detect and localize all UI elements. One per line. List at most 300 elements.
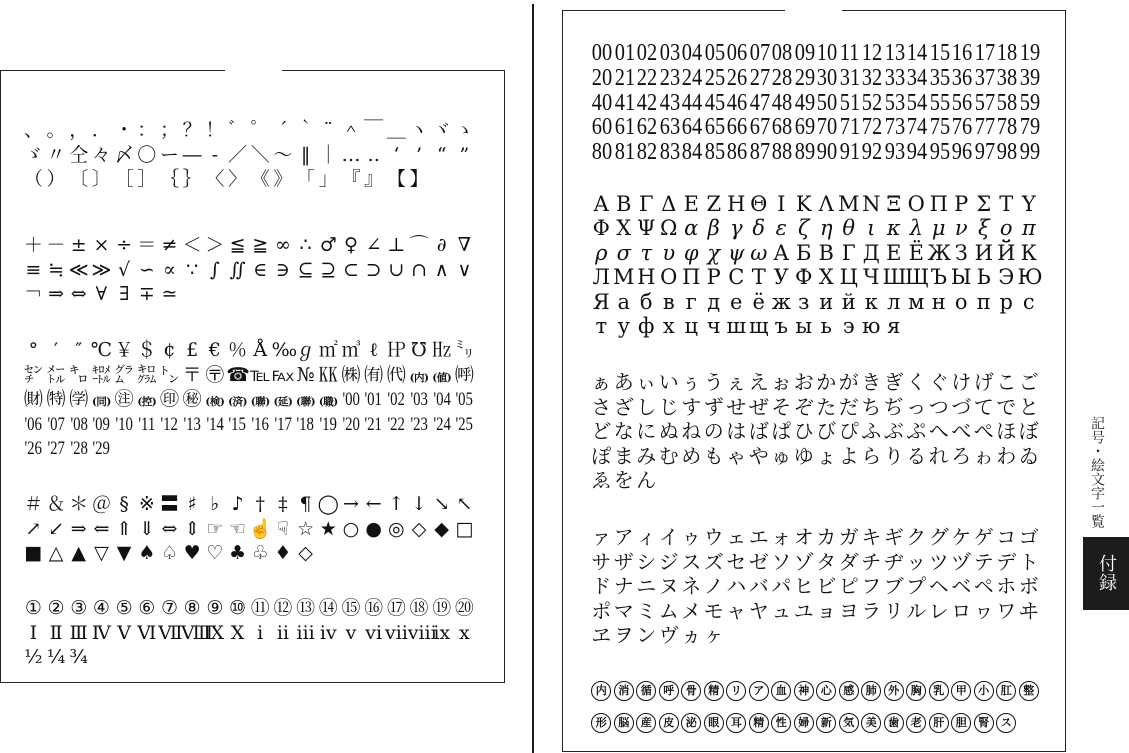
glyph: в <box>662 289 675 314</box>
glyph: ル <box>906 598 927 623</box>
glyph: □ <box>455 517 474 540</box>
glyph: Τ <box>999 192 1014 216</box>
glyph: ∀ <box>95 283 108 305</box>
circled-glyph: 心 <box>815 674 838 706</box>
glyph: ヲ <box>613 623 634 647</box>
glyph: ゝ <box>454 119 474 141</box>
glyph: Б <box>796 240 812 265</box>
glyph: (控) <box>137 396 157 408</box>
number-glyph: 84 <box>681 139 703 165</box>
glyph: ♯ <box>187 493 197 515</box>
glyph: ⅶ <box>385 621 408 644</box>
glyph: ⑰ <box>386 597 406 619</box>
glyph: ↙ <box>48 517 64 540</box>
number-glyph: 49 <box>794 89 815 116</box>
glyph: し <box>636 394 657 419</box>
glyph: '00 <box>342 389 360 410</box>
glyph: ♣ <box>229 542 247 564</box>
glyph: ⑥ <box>138 597 156 619</box>
glyph: ¢ <box>163 339 176 361</box>
glyph: ヮ <box>973 598 994 623</box>
glyph: ヒ <box>793 574 814 598</box>
glyph: п <box>976 289 991 314</box>
number-glyph: 01 <box>614 40 635 66</box>
circled-glyph: 歯 <box>883 706 906 738</box>
glyph: Ю <box>1017 265 1043 290</box>
number-glyph: 11 <box>839 40 859 66</box>
glyph: '22 <box>387 413 406 435</box>
glyph: δ <box>752 216 766 241</box>
glyph: ゴ <box>1018 525 1039 549</box>
glyph: ・ <box>114 119 134 141</box>
glyph: が <box>838 370 859 394</box>
glyph: Ь <box>976 265 991 290</box>
left-panel-border-gap <box>225 68 282 72</box>
glyph: ≠ <box>161 234 178 256</box>
symbol-row <box>22 338 476 363</box>
glyph: (職) <box>318 396 338 408</box>
number-glyph: 87 <box>749 139 770 165</box>
glyph: й <box>841 289 856 314</box>
glyph: ♠ <box>138 542 156 564</box>
number-glyph: 28 <box>771 64 793 91</box>
glyph: ⑪ <box>250 597 270 619</box>
number-glyph: 31 <box>839 64 860 91</box>
glyph: Η <box>727 192 746 216</box>
number-glyph: 34 <box>906 64 928 91</box>
number-glyph: 17 <box>974 40 995 66</box>
number-glyph: 37 <box>974 64 995 91</box>
glyph: '19 <box>319 413 338 435</box>
glyph: ’ <box>416 143 423 166</box>
glyph: ㎡ <box>318 339 338 361</box>
glyph: め <box>681 443 702 468</box>
glyph: ね <box>681 419 702 443</box>
number-row <box>590 66 1040 91</box>
glyph: ぷ <box>906 419 927 443</box>
letter-row <box>590 216 1040 240</box>
symbol-row <box>22 436 476 461</box>
glyph: Μ <box>837 192 860 216</box>
glyph: '13 <box>183 413 201 435</box>
glyph: ド <box>591 574 612 598</box>
number-glyph: 92 <box>861 139 883 165</box>
glyph: ジ <box>658 549 679 574</box>
number-glyph: 60 <box>591 114 613 141</box>
glyph: ∩ <box>411 258 427 281</box>
glyph: Ⅸ <box>205 621 225 644</box>
glyph: ゞ <box>23 143 43 166</box>
glyph: Ω <box>660 216 678 241</box>
glyph: ㈲ <box>364 363 384 386</box>
glyph: Щ <box>905 265 929 290</box>
glyph: л <box>887 289 901 314</box>
glyph: ； <box>159 119 179 141</box>
glyph: ‘ <box>393 143 400 166</box>
glyph: ♥ <box>183 542 201 564</box>
glyph: ぎ <box>883 370 904 394</box>
glyph: サ <box>591 549 612 574</box>
glyph: ㌢ <box>23 363 43 386</box>
number-glyph: 66 <box>726 114 748 141</box>
number-glyph: 46 <box>726 89 748 116</box>
glyph: ㈺ <box>454 363 474 386</box>
glyph: σ <box>616 240 631 265</box>
symbol-row <box>22 233 476 258</box>
glyph: ⇑ <box>116 517 133 540</box>
glyph: ① <box>24 597 42 619</box>
number-row <box>590 91 1040 116</box>
glyph: ′ <box>53 339 59 361</box>
glyph: '28 <box>69 438 88 459</box>
glyph: ウ <box>703 525 724 549</box>
glyph: (済) <box>228 396 247 408</box>
number-glyph: 70 <box>816 114 838 141</box>
glyph: ◆ <box>434 517 450 540</box>
glyph: Ы <box>950 265 972 290</box>
glyph: ュ <box>771 598 792 623</box>
glyph: バ <box>748 574 769 598</box>
glyph: '25 <box>455 413 474 435</box>
number-glyph: 07 <box>749 40 770 66</box>
glyph: ㏋ <box>386 339 406 361</box>
glyph: ξ <box>977 216 990 241</box>
glyph: ⅹ <box>459 621 470 644</box>
glyph: б <box>639 289 653 314</box>
number-glyph: 54 <box>906 89 928 116</box>
glyph: Т <box>751 265 766 290</box>
number-row <box>590 115 1040 140</box>
number-glyph: 86 <box>726 139 748 165</box>
right-panel-border-gap <box>785 8 842 12</box>
circled-glyph: リ <box>725 674 748 706</box>
glyph: ☟ <box>277 517 289 540</box>
glyph: Å <box>253 339 268 361</box>
glyph: … <box>341 143 361 166</box>
misc-symbols-group <box>22 492 476 566</box>
number-glyph: 94 <box>906 139 928 165</box>
number-glyph: 05 <box>704 40 725 66</box>
glyph: ／ <box>228 143 248 166</box>
glyph: ゎ <box>973 443 994 468</box>
number-glyph: 91 <box>839 139 860 165</box>
circled-glyph: 耳 <box>725 706 748 738</box>
glyph: Α <box>593 192 609 216</box>
glyph: ☝ <box>248 517 273 540</box>
glyph: ※ <box>138 493 155 515</box>
symbol-row <box>22 118 476 143</box>
glyph: た <box>816 394 837 419</box>
glyph: τ <box>640 240 653 265</box>
glyph: ん <box>636 468 657 492</box>
glyph: ニ <box>636 574 657 598</box>
glyph: む <box>658 443 679 468</box>
glyph: Л <box>592 265 611 290</box>
glyph: α <box>684 216 699 241</box>
symbol-row <box>22 412 476 437</box>
glyph: ⑱ <box>409 597 429 619</box>
glyph: 《 <box>250 168 270 190</box>
glyph: ℧ <box>411 339 427 361</box>
glyph: ｀ <box>296 119 316 141</box>
glyph: ⑤ <box>115 597 133 619</box>
number-glyph: 72 <box>861 114 883 141</box>
glyph: ☆ <box>297 517 315 540</box>
glyph: ¼ <box>46 646 66 668</box>
glyph: '07 <box>47 413 65 435</box>
glyph: ⑦ <box>160 597 178 619</box>
number-glyph: 78 <box>996 114 1018 141</box>
glyph: ほ <box>996 419 1017 443</box>
number-glyph: 39 <box>1019 64 1040 91</box>
glyph: Ⅱ <box>49 621 63 644</box>
glyph: ゥ <box>681 525 702 549</box>
glyph: △ <box>48 542 64 564</box>
glyph: ℓ <box>369 339 379 361</box>
appendix-tab-label: 付録 <box>1096 554 1117 592</box>
glyph: ч <box>706 313 721 338</box>
glyph: を <box>613 468 634 492</box>
glyph: “ <box>436 143 447 166</box>
circled-glyph: 甲 <box>950 674 973 706</box>
glyph: ビ <box>816 574 837 598</box>
glyph: ど <box>591 419 612 443</box>
glyph: ο <box>999 216 1013 241</box>
glyph: м <box>908 289 925 314</box>
glyph: ゲ <box>973 525 994 549</box>
glyph: λ <box>909 216 923 241</box>
glyph: ⇕ <box>184 517 201 540</box>
glyph: ァ <box>591 525 612 549</box>
glyph: ェ <box>726 525 747 549</box>
glyph: ⌒ <box>409 234 429 256</box>
circled-row <box>590 706 1040 738</box>
glyph: ¶ <box>299 493 312 515</box>
glyph: Π <box>929 192 948 216</box>
glyph: х <box>662 313 675 338</box>
glyph: ￢ <box>23 283 43 305</box>
glyph: (内) <box>409 371 429 384</box>
glyph: か <box>816 370 837 394</box>
number-glyph: 23 <box>659 64 680 91</box>
glyph: ぼ <box>1018 419 1039 443</box>
circled-glyph: 消 <box>613 674 636 706</box>
number-glyph: 75 <box>929 114 950 141</box>
glyph: ∇ <box>457 234 472 256</box>
glyph: ∨ <box>457 258 472 281</box>
glyph: く <box>906 370 927 394</box>
glyph: ＿ <box>386 119 406 141</box>
glyph: (聯) <box>296 396 316 408</box>
glyph: ％ <box>228 339 248 361</box>
glyph: ㍍ <box>46 363 66 386</box>
circled-glyph: 脳 <box>613 706 636 738</box>
glyph: ＜ <box>182 234 202 256</box>
glyph: ぬ <box>658 419 679 443</box>
glyph: 〃 <box>46 143 66 166</box>
glyph: ⅸ <box>433 621 451 644</box>
glyph: К <box>1020 240 1037 265</box>
glyph: ヨ <box>838 598 859 623</box>
glyph: ● <box>365 517 382 540</box>
glyph: ё <box>752 289 765 314</box>
number-glyph: 27 <box>749 64 770 91</box>
glyph: ③ <box>70 597 88 619</box>
circled-glyph: 内 <box>590 674 613 706</box>
glyph: '26 <box>24 438 43 459</box>
circled-glyph: 感 <box>838 674 861 706</box>
glyph: ≫ <box>91 258 112 281</box>
glyph: υ <box>662 240 676 265</box>
glyph: ι <box>867 216 876 241</box>
glyph: ÷ <box>116 234 133 256</box>
glyph: メ <box>681 598 702 623</box>
numerals-group <box>22 596 476 670</box>
glyph: ▽ <box>94 542 109 564</box>
number-glyph: 51 <box>839 89 860 116</box>
glyph: ⑬ <box>296 597 316 619</box>
glyph: セ <box>726 549 747 574</box>
glyph: オ <box>793 525 814 549</box>
glyph: ざ <box>613 394 634 419</box>
glyph: щ <box>748 313 769 338</box>
symbol-row <box>22 282 476 307</box>
glyph: ば <box>748 419 769 443</box>
glyph: エ <box>748 525 769 549</box>
glyph: '04 <box>432 389 451 410</box>
glyph: ， <box>69 119 89 141</box>
glyph: ミ <box>636 598 657 623</box>
glyph: － <box>46 234 66 256</box>
circled-glyph: 整 <box>1018 674 1041 706</box>
glyph: キ <box>861 525 882 549</box>
glyph: ⊂ <box>343 258 359 281</box>
glyph: с <box>1022 289 1035 314</box>
glyph: ∽ <box>138 258 155 281</box>
glyph: い <box>658 370 679 394</box>
glyph: ズ <box>703 549 724 574</box>
glyph: ≒ <box>48 258 64 281</box>
glyph: ▼ <box>116 542 132 564</box>
glyph: ― <box>182 143 202 166</box>
number-glyph: 90 <box>816 139 838 165</box>
glyph: も <box>703 443 724 468</box>
number-glyph: 43 <box>659 89 680 116</box>
glyph: а <box>617 289 631 314</box>
glyph: ぶ <box>883 419 904 443</box>
glyph: ラ <box>861 598 882 623</box>
glyph: ト <box>1018 549 1039 574</box>
glyph: ⑧ <box>183 597 201 619</box>
glyph: ボ <box>1018 574 1039 598</box>
glyph: ∋ <box>275 258 290 281</box>
glyph: ② <box>47 597 65 619</box>
glyph: Ⅹ <box>230 621 245 644</box>
glyph: 〈 <box>205 168 225 190</box>
number-glyph: 20 <box>591 64 613 91</box>
glyph: ∧ <box>434 258 449 281</box>
glyph: з <box>798 289 810 314</box>
symbol-row <box>22 645 476 670</box>
glyph: ヅ <box>951 549 972 574</box>
glyph: '01 <box>364 389 383 410</box>
kana-row <box>590 599 1040 624</box>
glyph: ゑ <box>591 468 612 492</box>
glyph: ㌔ <box>69 363 89 386</box>
glyph: ⊃ <box>365 258 382 281</box>
glyph: ‥ <box>367 143 380 166</box>
glyph: ⅰ <box>257 621 264 644</box>
number-glyph: 09 <box>794 40 815 66</box>
glyph: ⑮ <box>341 597 361 619</box>
glyph: シ <box>636 549 657 574</box>
glyph: н <box>931 289 946 314</box>
glyph: Λ <box>818 192 834 216</box>
glyph: ゃ <box>726 443 747 468</box>
glyph: ケ <box>951 525 972 549</box>
glyph: ム <box>658 598 679 623</box>
glyph: З <box>954 240 968 265</box>
circled-glyph: 老 <box>905 706 928 738</box>
symbol-row <box>22 387 476 412</box>
glyph: Ч <box>863 265 880 290</box>
glyph: べ <box>951 419 972 443</box>
glyph: э <box>842 313 855 338</box>
glyph: (値) <box>432 371 452 384</box>
number-glyph: 48 <box>771 89 793 116</box>
glyph: ゐ <box>1018 443 1039 468</box>
kana-row <box>590 525 1040 550</box>
number-glyph: 02 <box>636 40 658 66</box>
glyph: な <box>613 419 634 443</box>
symbol-row <box>22 541 476 566</box>
glyph: ⑭ <box>318 597 338 619</box>
glyph: ¾ <box>69 646 88 668</box>
glyph: 〕 <box>91 168 111 190</box>
circled-glyph: 外 <box>883 674 906 706</box>
glyph: ｝ <box>182 168 202 190</box>
glyph: る <box>906 443 927 468</box>
glyph: ￥ <box>114 339 134 361</box>
number-glyph: 68 <box>771 114 793 141</box>
glyph: ζ <box>798 216 810 241</box>
glyph: ㈱ <box>341 363 361 386</box>
glyph: う <box>703 370 724 394</box>
glyph: け <box>951 370 972 394</box>
glyph: ∵ <box>186 258 199 281</box>
glyph: ы <box>795 313 813 338</box>
glyph: ☎ <box>226 363 250 386</box>
number-glyph: 25 <box>704 64 725 91</box>
glyph: о <box>954 289 968 314</box>
glyph: к <box>864 289 878 314</box>
glyph: '21 <box>364 413 383 435</box>
kana-row <box>590 550 1040 575</box>
glyph: ダ <box>838 549 859 574</box>
glyph: す <box>681 394 702 419</box>
number-glyph: 88 <box>771 139 793 165</box>
glyph: ○ <box>342 517 360 540</box>
glyph: プ <box>906 574 927 598</box>
glyph: そ <box>771 394 792 419</box>
glyph: ㏍ <box>318 363 338 386</box>
number-glyph: 55 <box>929 89 950 116</box>
glyph: ц <box>684 313 698 338</box>
glyph: ヤ <box>748 598 769 623</box>
glyph: Ρ <box>954 192 969 216</box>
glyph: Ф <box>795 265 813 290</box>
symbol-row <box>22 596 476 621</box>
